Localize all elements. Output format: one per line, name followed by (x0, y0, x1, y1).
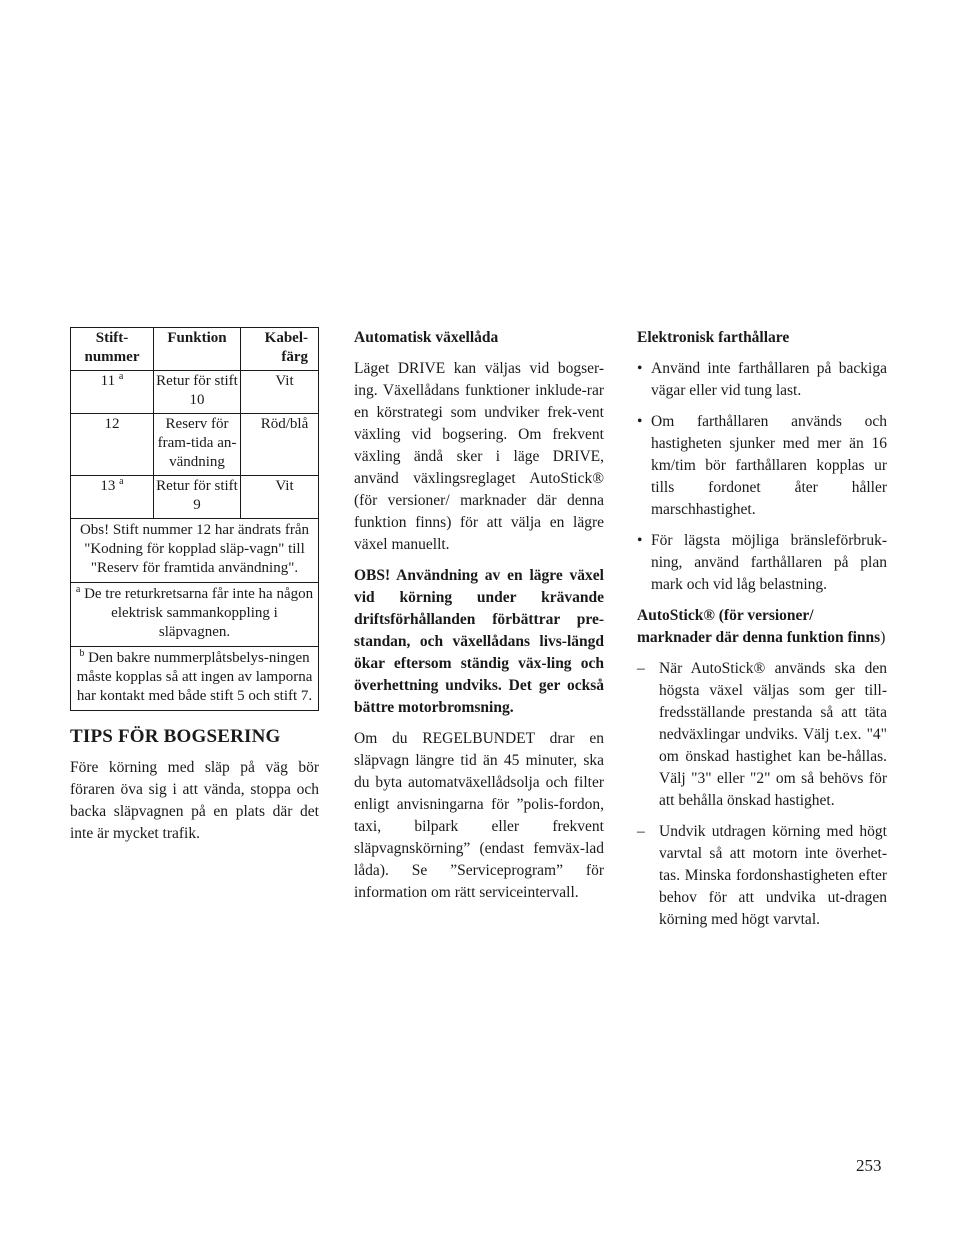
middle-column (354, 327, 604, 913)
footnote-b-mark: b (79, 648, 85, 659)
table-note-row (71, 519, 319, 583)
list-item: – Undvik utdragen körning med högt varvtal så att motorn inte överhet-tas. Minska fordonshastigheten efter behov för att undvika ut-dragen körning med högt varvtal. (637, 823, 887, 928)
pin-table (70, 327, 319, 711)
table-note: Obs! Stift nummer 12 har ändrats från "Kodning för kopplad släp-vagn" till "Reserv för framtida användning". (71, 519, 319, 583)
right-column (637, 327, 887, 940)
table-row (71, 371, 319, 414)
towing-tips-paragraph: Före körning med släp på väg bör föraren öva sig i att vända, stoppa och backa släpvagnen på en plats där det inte är mycket trafik. (70, 759, 319, 842)
dash-mark: – (637, 660, 645, 677)
header-pin-number: Stift-nummer (71, 328, 154, 371)
function-cell: Retur för stift 10 (154, 371, 241, 414)
function-cell: Retur för stift 9 (154, 476, 241, 519)
list-item: • Om farthållaren används och hastigheten sjunker med mer än 16 km/tim bör farthållaren kopplas ur tills fordonet åter håller marschhastighet. (637, 413, 887, 518)
section-title-cruise-control: Elektronisk farthållare (637, 329, 790, 346)
header-function: Funktion (154, 328, 241, 371)
function-cell: Reserv för fram-tida an-vändning (154, 414, 241, 476)
section-title-towing-tips: TIPS FÖR BOGSERING (70, 726, 281, 747)
bullet-mark: • (637, 413, 643, 430)
footnote-a-mark: a (75, 584, 81, 595)
cruise-control-list (637, 358, 887, 596)
page-number: 253 (856, 1156, 882, 1175)
table-footnote-row (71, 647, 319, 711)
pin-number-cell: 11 $^a$ (71, 371, 154, 414)
dash-mark: – (637, 823, 645, 840)
table-header-row (71, 328, 319, 371)
pin-number-cell: 13 $^a$ (71, 476, 154, 519)
autostick-list (637, 658, 887, 931)
wire-color-cell: Vit (241, 476, 319, 519)
title-closing-paren: ) (880, 629, 886, 646)
wire-color-cell: Vit (241, 371, 319, 414)
table-row (71, 414, 319, 476)
automatic-transmission-note: OBS! Användning av en lägre växel vid körning under krävande driftsförhållanden förbättrar pre-standan, och växellådans livs-längd ökar eftersom ständig väx-ling och överhettning undviks. Det ger också bättre motorbromsning. (354, 567, 604, 716)
footnote-a: $^a$ De tre returkretsarna får inte ha någon elektrisk sammankoppling i släpvagnen. (71, 583, 319, 647)
bullet-mark: • (637, 360, 643, 377)
bullet-mark: • (637, 532, 643, 549)
footnote-mark: a (118, 371, 124, 382)
table-footnote-row (71, 583, 319, 647)
automatic-transmission-paragraph-3: Om du REGELBUNDET drar en släpvagn längre tid än 45 minuter, ska du byta automatväxellådsolja och filter enligt anvisningarna för ”polis-fordon, taxi, bilpark eller frekvent släpvagnskörning” (endast femväx-lad låda). Se ”Serviceprogram” för information om rätt serviceintervall. (354, 730, 604, 901)
left-column (70, 327, 319, 854)
footnote-mark: a (119, 476, 124, 487)
footnote-b: $^b$ Den bakre nummerplåtsbelys-ningen måste kopplas så att ingen av lamporna har kontakt med både stift 5 och stift 7. (71, 647, 319, 711)
list-item: – När AutoStick® används ska den högsta växel väljas som ger till-fredsställande prestanda så att täta nedväxlingar undviks. Välj t.ex. "4" om önskad hastighet kan be-hållas. Välj "3" eller "2" om så behövs för att behålla önskad hastighet. (637, 660, 887, 809)
section-title-autostick: AutoStick® (för versioner/ marknader där denna funktion finns) (637, 607, 886, 646)
header-wire-color: Kabel-färg (241, 328, 319, 371)
table-row (71, 476, 319, 519)
pin-number-cell: 12 (71, 414, 154, 476)
wire-color-cell: Röd/blå (241, 414, 319, 476)
list-item: • För lägsta möjliga bränsleförbruk-ning, använd farthållaren på plan mark och vid låg belastning. (637, 532, 887, 593)
automatic-transmission-paragraph-1: Läget DRIVE kan väljas vid bogser-ing. Växellådans funktioner inklude-rar en körstrategi som undviker frek-vent växling vid bogsering. Om frekvent växling ändå sker i läge DRIVE, använd växlingsreglaget AutoStick® (för versioner/ marknader där denna funktion finns) för att välja en lägre växel manuellt. (354, 360, 604, 553)
list-item: • Använd inte farthållaren på backiga vägar eller vid tung last. (637, 360, 887, 399)
section-title-automatic-transmission: Automatisk växellåda (354, 329, 499, 346)
